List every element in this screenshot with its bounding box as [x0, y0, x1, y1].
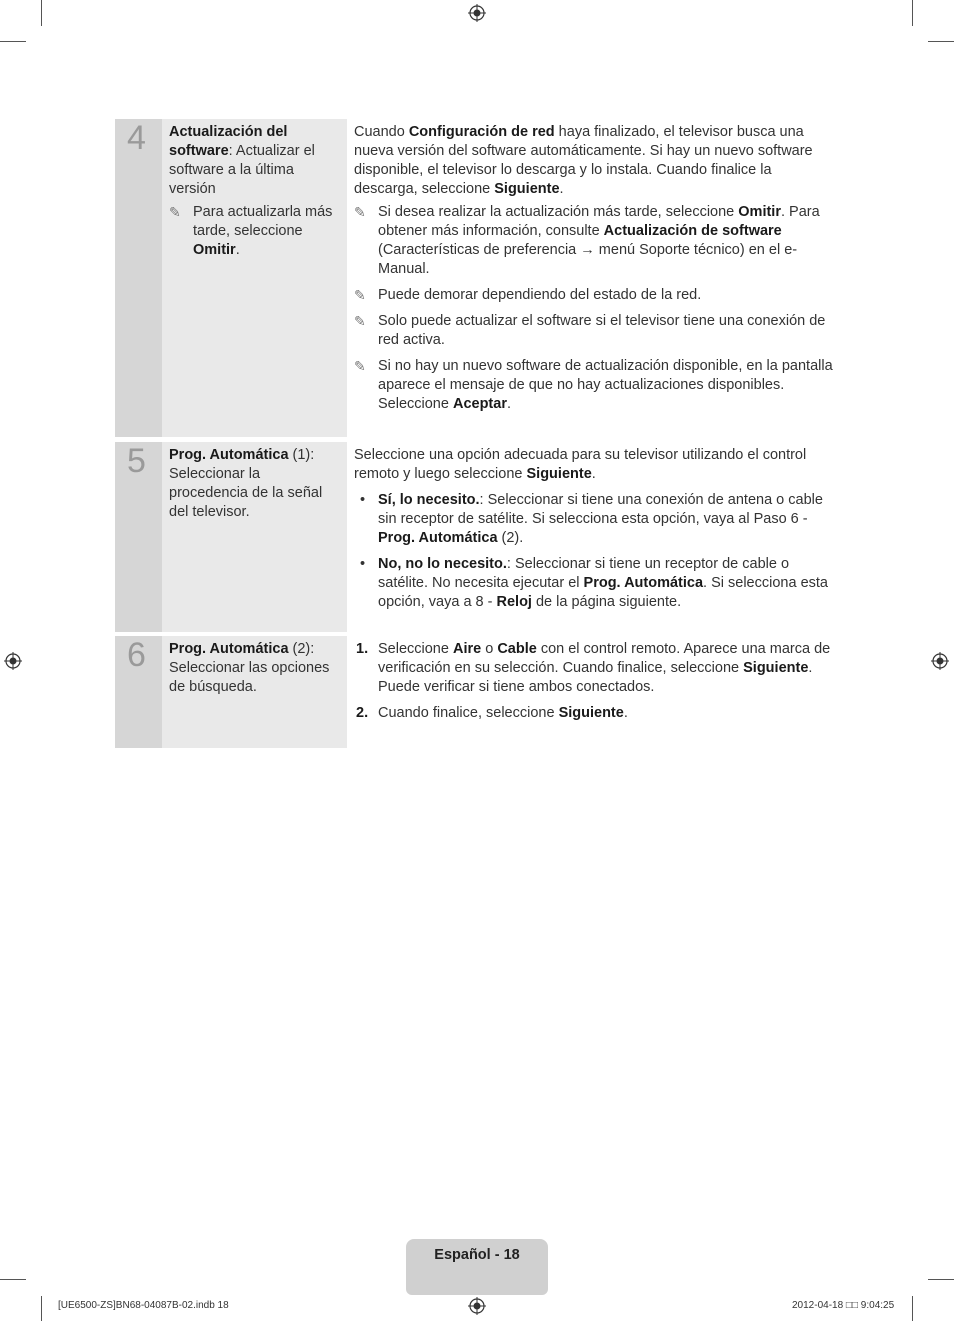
registration-mark-icon: [4, 652, 22, 670]
note-text: .: [235, 242, 240, 258]
bold-text: Cable: [497, 641, 537, 657]
text: de la página siguiente.: [531, 594, 682, 610]
bold-text: Sí, lo necesito.: [378, 492, 480, 508]
text: .: [559, 181, 564, 197]
page-label: Español - 18: [434, 1247, 520, 1263]
crop-mark: [928, 1279, 954, 1280]
step-label-column: [162, 636, 347, 748]
text: Puede demorar dependiendo del estado de la red.: [378, 287, 702, 303]
bullet-dot: •: [360, 556, 366, 572]
step-label-column: [162, 442, 347, 632]
bold-text: Siguiente: [558, 705, 624, 721]
note-text: Para actualizarla más tarde, seleccione: [193, 204, 333, 239]
label-note: [169, 203, 341, 260]
text: : Seleccionar si tiene una conexión de antena o cable sin receptor de satélite. Si selecciona esta opción, vaya al Paso 6 -: [378, 492, 823, 527]
crop-mark: [0, 1279, 26, 1280]
text: con el control remoto. Aparece una marca de verificación en su selección. Cuando finalice, seleccione: [378, 641, 831, 676]
bold-text: Aire: [452, 641, 482, 657]
step-title: Prog. Automática: [169, 641, 289, 657]
bold-text: Siguiente: [743, 660, 809, 676]
step-number-column: [115, 119, 162, 437]
item-number: 1.: [356, 641, 369, 657]
bold-text: Actualización de software: [603, 223, 782, 239]
bullet-dot: •: [360, 492, 366, 508]
crop-mark: [928, 41, 954, 42]
description-paragraph: [354, 446, 834, 484]
registration-mark-icon: [468, 4, 486, 22]
description-paragraph: [354, 123, 834, 199]
file-info: [UE6500-ZS]BN68-04087B-02.indb 18: [58, 1300, 229, 1311]
text: Seleccione: [378, 641, 453, 657]
crop-mark: [912, 1296, 913, 1321]
step-number: 5: [127, 442, 146, 480]
bold-text: Prog. Automática: [378, 530, 498, 546]
step-label-text: Actualizar el software a la última versión: [169, 143, 315, 197]
step-description: [354, 446, 834, 612]
page-number-tab: [406, 1239, 548, 1295]
bold-text: Prog. Automática: [583, 575, 704, 591]
pencil-note-icon: ✎: [354, 204, 366, 220]
text: . Para obtener más información, consulte: [378, 204, 820, 239]
bold-text: Configuración de red: [408, 124, 555, 140]
text: . Si selecciona esta opción, vaya a 8 -: [378, 575, 828, 610]
numbered-item: [354, 640, 834, 697]
step-label: [169, 123, 341, 260]
text: Si desea realizar la actualización más tarde, seleccione: [378, 204, 739, 220]
crop-mark: [41, 0, 42, 26]
bold-text: Omitir: [738, 204, 781, 220]
step-number: 6: [127, 636, 146, 674]
step-label-text: (2): Seleccionar las opciones de búsqueda.: [169, 641, 330, 695]
pencil-note-icon: ✎: [354, 358, 366, 374]
note-bold: Omitir: [193, 242, 236, 258]
bold-text: Reloj: [496, 594, 532, 610]
step-label: [169, 640, 341, 697]
note-item: [354, 203, 834, 279]
step-label-text: (1): Seleccionar la procedencia de la señal del televisor.: [169, 447, 323, 520]
crop-mark: [912, 0, 913, 26]
crop-mark: [0, 41, 26, 42]
step-title: Actualización del software: [169, 124, 288, 159]
numbered-item: [354, 704, 834, 723]
note-item: [354, 286, 834, 305]
bold-text: Siguiente: [494, 181, 560, 197]
step-label-column: [162, 119, 347, 437]
text: haya finalizado, el televisor busca una nueva versión del software automáticamente. Si hay un nuevo software disponible, el televisor lo descarga y lo instala. Cuando finalice la descarga, seleccione: [354, 124, 813, 197]
text: (2).: [497, 530, 524, 546]
registration-mark-icon: [931, 652, 949, 670]
text: Solo puede actualizar el software si el televisor tiene una conexión de red activa.: [378, 313, 826, 348]
step-4: [115, 119, 835, 437]
step-number: 4: [127, 119, 146, 157]
step-number-column: [115, 636, 162, 748]
note-item: [354, 357, 834, 414]
bullet-item: [354, 555, 834, 612]
step-label: [169, 446, 341, 522]
bullet-item: [354, 491, 834, 548]
text: .: [506, 396, 511, 412]
item-number: 2.: [356, 705, 369, 721]
print-timestamp: 2012-04-18 □□ 9:04:25: [792, 1300, 895, 1311]
text: .: [623, 705, 628, 721]
note-item: [354, 312, 834, 350]
crop-mark: [41, 1296, 42, 1321]
bold-text: Aceptar: [452, 396, 507, 412]
step-5: [115, 442, 835, 632]
text: Si no hay un nuevo software de actualización disponible, en la pantalla aparece el mensaje de que no hay actualizaciones disponibles. Seleccione: [378, 358, 833, 412]
text: : Seleccionar si tiene un receptor de cable o satélite. No necesita ejecutar el: [378, 556, 790, 591]
text: (Características de preferencia → menú Soporte técnico) en el e-Manual.: [378, 242, 798, 277]
step-6: [115, 636, 835, 748]
bold-text: Siguiente: [526, 466, 592, 482]
step-number-column: [115, 442, 162, 632]
text: Cuando finalice, seleccione: [378, 705, 559, 721]
text: Seleccione una opción adecuada para su televisor utilizando el control remoto y luego seleccione: [354, 447, 807, 482]
text: o: [481, 641, 498, 657]
text: Cuando: [354, 124, 409, 140]
pencil-note-icon: ✎: [354, 313, 366, 329]
registration-mark-icon: [468, 1297, 486, 1315]
step-description: [354, 640, 834, 723]
pencil-note-icon: ✎: [169, 204, 181, 220]
text: .: [591, 466, 596, 482]
pencil-note-icon: ✎: [354, 287, 366, 303]
step-description: [354, 123, 834, 414]
text: . Puede verificar si tiene ambos conectados.: [378, 660, 813, 695]
step-title: Prog. Automática: [169, 447, 289, 463]
label-separator: :: [228, 143, 236, 159]
bold-text: No, no lo necesito.: [378, 556, 507, 572]
